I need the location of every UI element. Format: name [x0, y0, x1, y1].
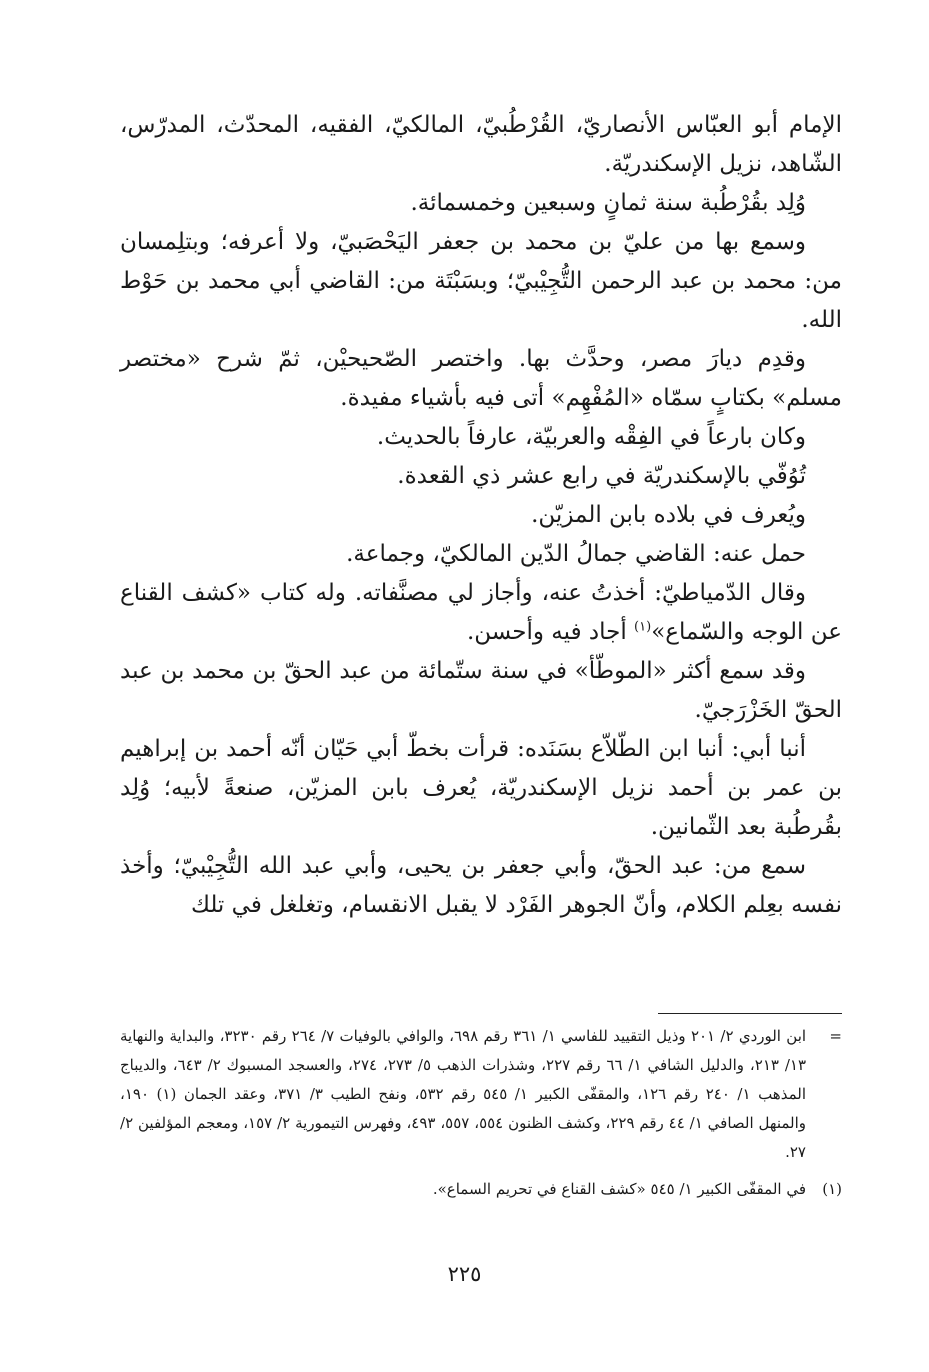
paragraph-death: تُوُفّي بالإسكندريّة في رابع عشر ذي القعدة. — [397, 463, 806, 489]
paragraph-egypt: وقدِم ديارَ مصر، وحدَّث بها. واختصر الصّحيحيْن، ثمّ شرح «مختصر مسلم» بكتابٍ سمّاه «المُفْهِم» أتى فيه بأشياء مفيدة. — [120, 346, 842, 411]
paragraph-students: حمل عنه: القاضي جمالُ الدّين المالكيّ، وجماعة. — [346, 541, 806, 567]
paragraph-dimyati-before: وقال الدّمياطيّ: أخذتُ عنه، وأجاز لي مصنَّفاته. وله كتاب «كشف القناع عن الوجه والسّماع» — [120, 580, 842, 645]
footnote-continuation — [120, 1022, 842, 1167]
paragraph-birth: وُلِد بقُرْطُبة سنة ثمانٍ وسبعين وخمسمائة. — [410, 190, 806, 216]
footnote-separator — [658, 1013, 842, 1014]
footnote-1-marker: (١) — [822, 1180, 842, 1198]
footnote-1 — [120, 1175, 842, 1204]
footnote-continuation-text: ابن الوردي ٢/ ٢٠١ وذيل التقييد للفاسي ١/ ٣٦١ رقم ٦٩٨، والوافي بالوفيات ٧/ ٢٦٤ رقم ٣٢٣٠، والبداية والنهاية ١٣/ ٢١٣، والدليل الشافي ١/ ٦٦ رقم ٢٢٧، وشذرات الذهب ٥/ ٢٧٣، ٢٧٤، والعسجد المسبوك ٢/ ٦٤٣، والديباج المذهب ١/ ٢٤٠ رقم ١٢٦، والمقفّى الكبير ١/ ٥٤٥ رقم ٥٣٢، ونفح الطيب ٣/ ٣٧١، وعقد الجمان (١) ١٩٠، والمنهل الصافي ١/ ٤٤ رقم ٢٢٩، وكشف الظنون ٥٥٤، ٥٥٧، ٤٩٣، وفهرس التيمورية ٢/ ١٥٧، ومعجم المؤلفين ٢/ ٢٧. — [120, 1027, 807, 1161]
paragraph-dimyati — [120, 574, 842, 652]
paragraph-muwatta: وقد سمع أكثر «الموطّأ» في سنة ستّمائة من عبد الحقّ بن محمد بن عبد الحقّ الخَزْرَجيّ. — [120, 658, 842, 723]
footnote-1-text: في المقفّى الكبير ١/ ٥٤٥ «كشف القناع في تحريم السماع». — [432, 1180, 806, 1198]
paragraph-known-as: ويُعرف في بلاده بابن المزيّن. — [531, 502, 806, 528]
paragraph-heard-from: سمع من: عبد الحقّ، وأبي جعفر بن يحيى، وأبي عبد الله التُّجِيْبيّ؛ وأخذ نفسه بعِلم الكلام، وأنّ الجوهر الفَرْد لا يقبل الانقسام، وتغلغل في تلك — [120, 853, 842, 918]
footnotes — [120, 1022, 842, 1204]
paragraph-abu-hayyan: أنبا أبي: أنبا ابن الطّلاّع بسَنَده: قرأت بخطّ أبي حَيّان أنّه أحمد بن إبراهيم بن عمر بن أحمد نزيل الإسكندريّة، يُعرف بابن المزيّن، صنعةً لأبيه؛ وُلِد بقُرطُبة بعد الثّمانين. — [120, 736, 842, 840]
page-number: ٢٢٥ — [447, 1262, 482, 1286]
paragraph-skill: وكان بارعاً في الفِقْه والعربيّة، عارفاً بالحديث. — [376, 424, 806, 450]
paragraph-dimyati-after: أجاد فيه وأحسن. — [466, 619, 635, 645]
paragraph-teachers: وسمع بها من عليّ بن محمد بن جعفر اليَحْصَبيّ، ولا أعرفه؛ وبتلِمسان من: محمد بن عبد الرحمن التُّجِيْبيّ؛ وبسَبْتَة من: القاضي أبي محمد بن حَوْط الله. — [120, 229, 842, 333]
footnote-continuation-marker: = — [829, 1027, 842, 1045]
paragraph-intro: الإمام أبو العبّاس الأنصاريّ، القُرْطُبيّ، المالكيّ، الفقيه، المحدّث، المدرّس، الشّاهد، نزيل الإسكندريّة. — [120, 112, 842, 177]
main-text — [120, 106, 842, 925]
footnote-reference-1[interactable]: (١) — [634, 619, 652, 635]
